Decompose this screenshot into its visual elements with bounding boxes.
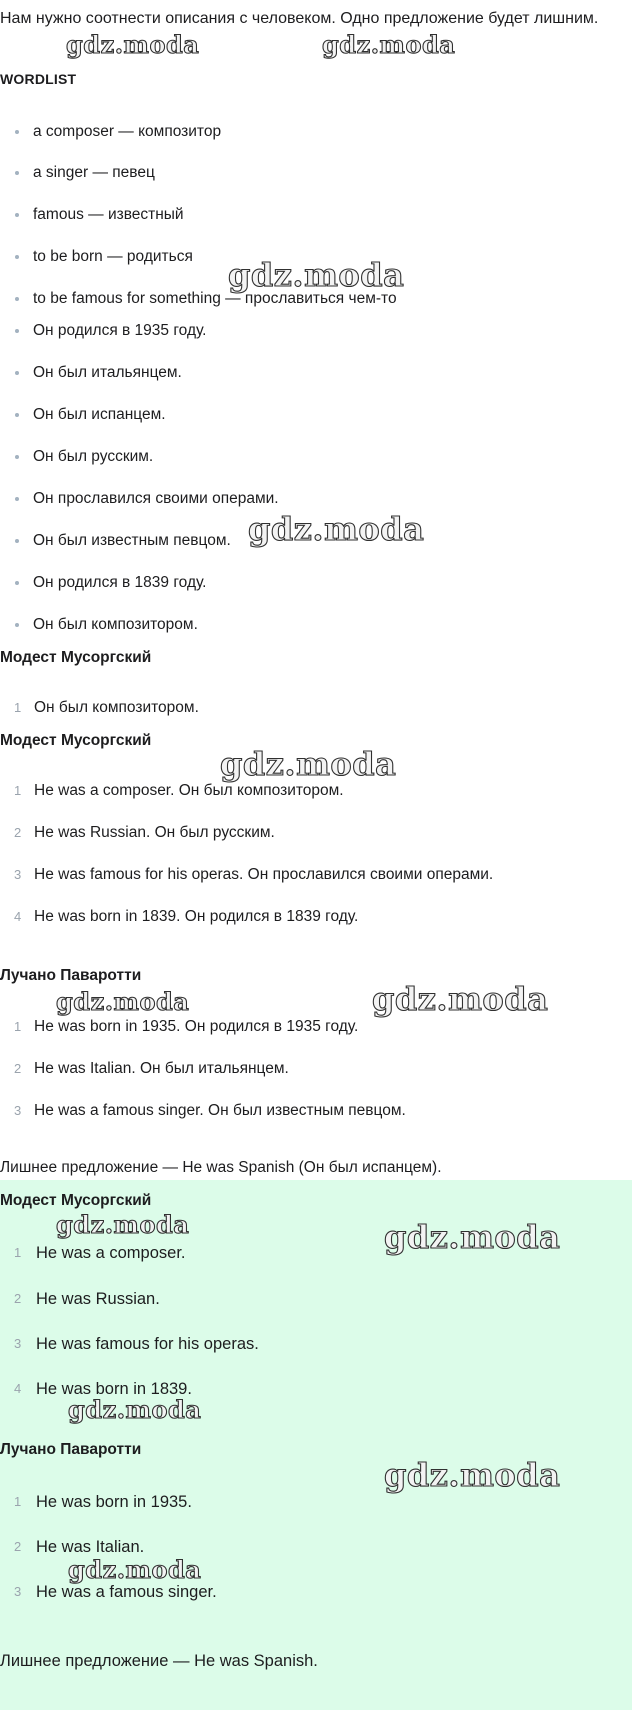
bullet-icon (15, 497, 19, 501)
intro-text: Нам нужно соотнести описания с человеком. Одно предложение будет лишним. (0, 10, 599, 27)
watermark: gdz.moda (372, 980, 549, 1018)
section-heading-pavarotti: Лучано Паваротти (0, 967, 142, 984)
watermark: gdz.moda (248, 510, 425, 548)
watermark: gdz.moda (384, 1456, 561, 1494)
wordlist-title: WORDLIST (0, 71, 77, 87)
extra-sentence: Лишнее предложение — He was Spanish (Он был испанцем). (0, 1159, 442, 1176)
bullet-icon (15, 413, 19, 417)
watermark: gdz.moda (384, 1218, 561, 1256)
bullet-icon (15, 329, 19, 333)
bullet-icon (15, 130, 19, 134)
section-heading-mussorgsky: Модест Мусоргский (0, 732, 152, 749)
watermark: gdz.moda (56, 987, 190, 1016)
watermark: gdz.moda (220, 745, 397, 783)
bullet-icon (15, 255, 19, 259)
watermark: gdz.moda (68, 1395, 202, 1424)
watermark: gdz.moda (56, 1210, 190, 1239)
answer-block: Модест Мусоргский 1 He was a composer. 2 He was Russian. 3 He was famous for his operas. 4 He was born in 1839. Лучано Паваротти 1 He was born in 1935. 2 He was Italian. 3 He was a famous singer. Лишнее предложение — He was Spanish. (0, 1180, 632, 1710)
bullet-icon (15, 581, 19, 585)
bullet-icon (15, 213, 19, 217)
section-heading-mussorgsky: Модест Мусоргский (0, 1192, 152, 1209)
bullet-icon (15, 171, 19, 175)
bullet-icon (15, 623, 19, 627)
watermark: gdz.moda (66, 30, 200, 59)
section-heading-pavarotti: Лучано Паваротти (0, 1441, 142, 1458)
bullet-icon (15, 455, 19, 459)
watermark: gdz.moda (68, 1555, 202, 1584)
bullet-icon (15, 297, 19, 301)
bullet-icon (15, 539, 19, 543)
watermark: gdz.moda (322, 30, 456, 59)
bullet-icon (15, 371, 19, 375)
extra-sentence: Лишнее предложение — He was Spanish. (0, 1652, 318, 1670)
section-heading-mussorgsky: Модест Мусоргский (0, 649, 152, 666)
watermark: gdz.moda (228, 256, 405, 294)
